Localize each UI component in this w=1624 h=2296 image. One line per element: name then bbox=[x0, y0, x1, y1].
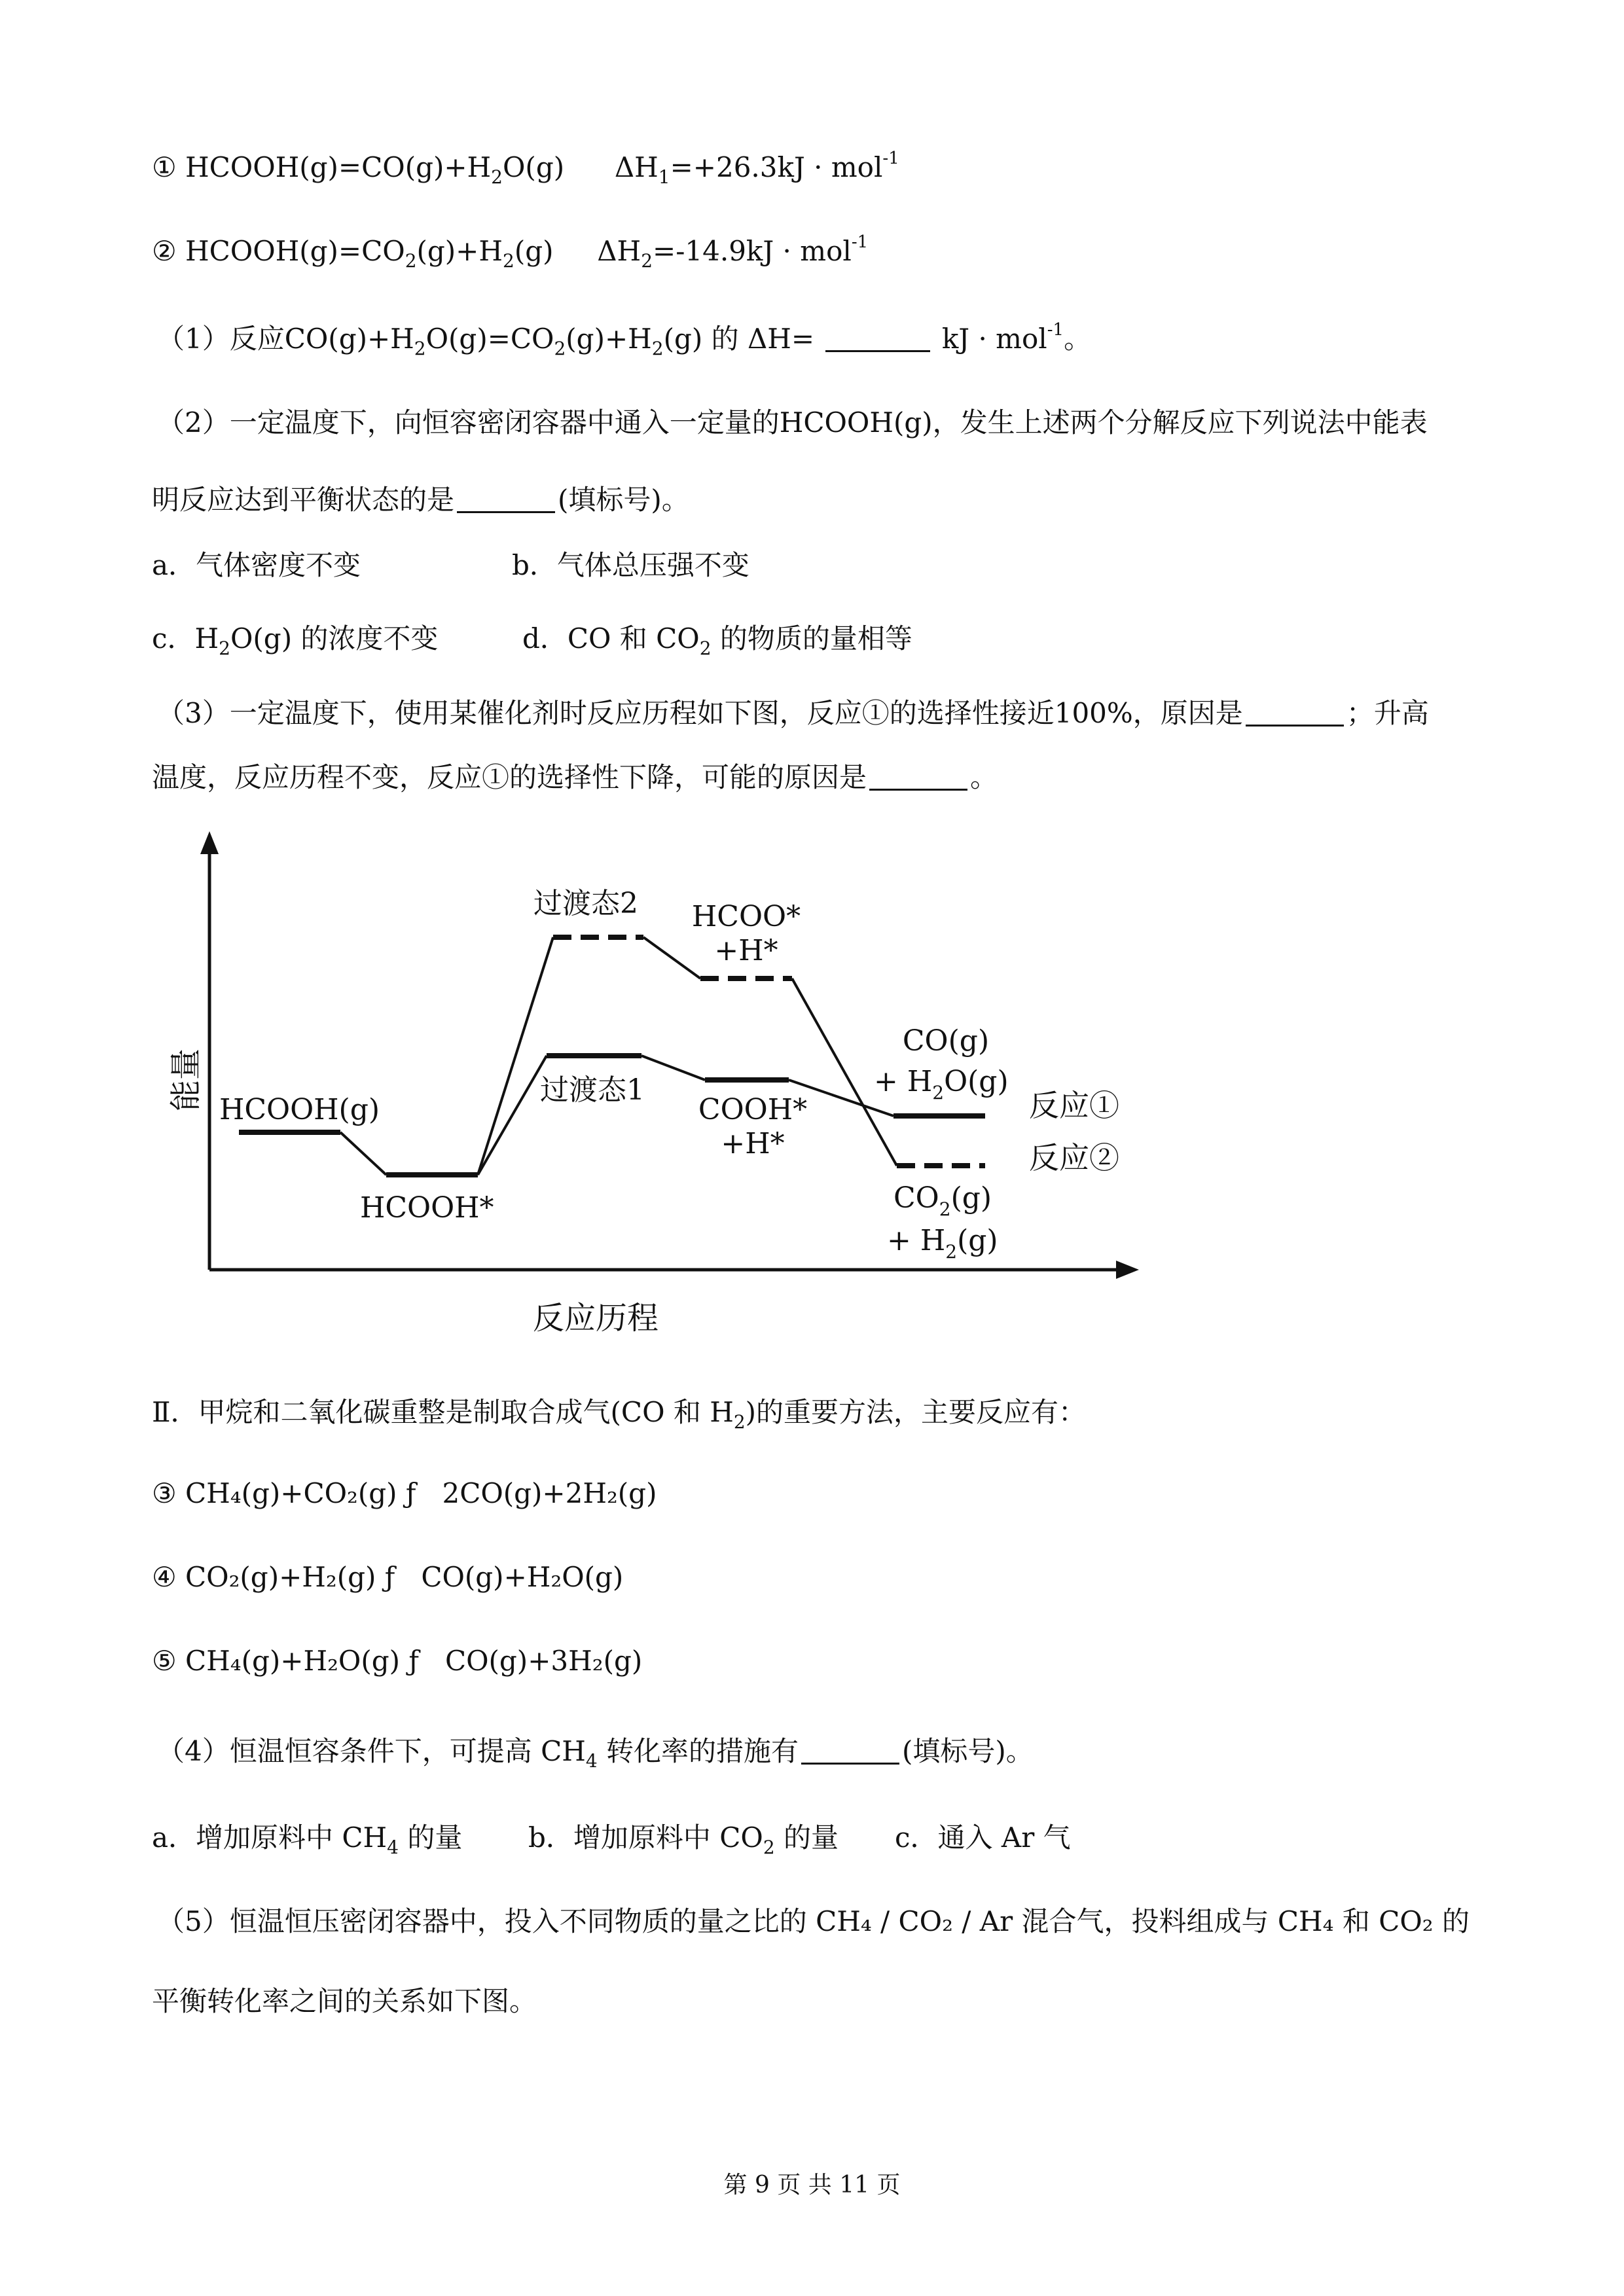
q4-answer-blank[interactable] bbox=[801, 1736, 899, 1765]
label-co2-1-a: CO bbox=[893, 1181, 939, 1215]
question-2-line1: （2）一定温度下，向恒容密闭容器中通入一定量的HCOOH(g)，发生上述两个分解反应下列说法中能表 bbox=[157, 406, 1428, 439]
q4-option-b-rest: 的量 bbox=[774, 1821, 839, 1854]
q4-option-a bbox=[152, 1820, 462, 1856]
q2-line2-a: 明反应达到平衡状态的是 bbox=[152, 484, 455, 516]
reaction-1-dh-label: ΔH bbox=[614, 151, 659, 183]
part2-intro bbox=[152, 1394, 1086, 1431]
q2-option-b: b．气体总压强不变 bbox=[512, 549, 749, 581]
q1-unit: kJ · mol bbox=[941, 323, 1047, 355]
q2-line2-b: (填标号)。 bbox=[558, 484, 689, 516]
q1-answer-blank[interactable] bbox=[825, 324, 930, 352]
path-connector-2 bbox=[478, 1056, 547, 1175]
q1-s1: 2 bbox=[414, 338, 426, 359]
label-co2-1-rest: (g) bbox=[950, 1181, 992, 1215]
label-co2-2-rest: (g) bbox=[957, 1224, 998, 1257]
question-1 bbox=[157, 321, 1091, 357]
reaction-4-marker: ④ bbox=[152, 1561, 177, 1593]
q1-p2: O(g)=CO bbox=[425, 323, 554, 355]
q4-c: (填标号)。 bbox=[902, 1735, 1034, 1767]
q2-answer-blank[interactable] bbox=[457, 485, 555, 513]
label-co2-2-sub: 2 bbox=[945, 1241, 958, 1263]
q4-options-row bbox=[152, 1820, 1134, 1859]
q2-option-d-sub: 2 bbox=[699, 637, 712, 659]
label-hcooh-ads: HCOOH* bbox=[360, 1191, 494, 1225]
reaction-2-dh-sub: 2 bbox=[641, 250, 653, 272]
q1-p3: (g)+H bbox=[566, 323, 652, 355]
label-co-2-a: + H bbox=[874, 1065, 933, 1098]
label-co2-1 bbox=[893, 1181, 992, 1220]
q4-a: （4）恒温恒容条件下，可提高 CH bbox=[157, 1735, 586, 1767]
reaction-1 bbox=[152, 149, 899, 186]
label-hcoo-2: +H* bbox=[714, 934, 778, 967]
reaction-2-p1: HCOOH(g)=CO bbox=[185, 235, 405, 267]
question-5-line2: 平衡转化率之间的关系如下图。 bbox=[152, 1985, 537, 2017]
reaction-1-dh-value: =+26.3kJ · mol bbox=[670, 151, 883, 183]
reaction-1-marker: ① bbox=[152, 151, 177, 183]
q2-option-c-rest: O(g) 的浓度不变 bbox=[230, 622, 439, 655]
reaction-2-dh-sup: -1 bbox=[851, 232, 869, 252]
label-ts1: 过渡态1 bbox=[540, 1073, 645, 1107]
reaction-4-text: CO₂(g)+H₂(g) ƒ CO(g)+H₂O(g) bbox=[185, 1561, 624, 1593]
label-co-2-sub: 2 bbox=[932, 1082, 945, 1103]
part2-intro-b: )的重要方法，主要反应有： bbox=[745, 1396, 1087, 1428]
page-footer: 第 9 页 共 11 页 bbox=[723, 2172, 901, 2198]
reaction-2-dh-label: ΔH bbox=[597, 235, 641, 267]
x-axis-arrow-icon bbox=[1116, 1261, 1139, 1279]
reaction-5-text: CH₄(g)+H₂O(g) ƒ CO(g)+3H₂(g) bbox=[185, 1645, 643, 1677]
question-3-line1 bbox=[157, 695, 1429, 732]
reaction-1-dh-sup: -1 bbox=[882, 149, 899, 168]
reaction-4 bbox=[152, 1559, 623, 1596]
y-axis-label: 能量 bbox=[168, 1048, 204, 1112]
q2-option-d-rest: 的物质的量相等 bbox=[711, 622, 912, 655]
q2-option-a: a．气体密度不变 bbox=[152, 549, 361, 581]
reaction-2-sub2: 2 bbox=[503, 250, 514, 272]
reaction-3-text: CH₄(g)+CO₂(g) ƒ 2CO(g)+2H₂(g) bbox=[185, 1477, 657, 1509]
q3-line1-b: ；升高 bbox=[1346, 697, 1429, 729]
q1-end: 。 bbox=[1064, 323, 1092, 355]
reaction-1-rest: O(g) bbox=[503, 151, 565, 183]
question-4 bbox=[157, 1733, 1034, 1770]
q2-option-c-sub: 2 bbox=[219, 637, 230, 659]
q1-s2: 2 bbox=[554, 338, 566, 359]
label-cooh-1: COOH* bbox=[698, 1093, 808, 1126]
q3-line2-a: 温度，反应历程不变，反应①的选择性下降，可能的原因是 bbox=[152, 761, 867, 793]
q2-options-row2 bbox=[152, 620, 1068, 660]
path-connector-1 bbox=[340, 1132, 386, 1175]
q1-p1: CO(g)+H bbox=[284, 323, 414, 355]
q4-option-b-pre: b．增加原料中 CO bbox=[528, 1821, 763, 1854]
q4-option-c: c．通入 Ar 气 bbox=[895, 1821, 1071, 1854]
reaction-2-p2: (g)+H bbox=[416, 235, 503, 267]
q2-option-c bbox=[152, 620, 438, 657]
reaction-3-marker: ③ bbox=[152, 1477, 177, 1509]
reaction-5-marker: ⑤ bbox=[152, 1645, 177, 1677]
q4-option-a-pre: a．增加原料中 CH bbox=[152, 1821, 388, 1854]
label-co-1: CO(g) bbox=[902, 1024, 990, 1058]
label-co2-2-a: + H bbox=[887, 1224, 946, 1257]
question-3-line2 bbox=[152, 759, 998, 796]
reaction-2-dh-value: =-14.9kJ · mol bbox=[653, 235, 852, 267]
q1-s3: 2 bbox=[651, 338, 664, 359]
question-2-line2 bbox=[152, 482, 689, 518]
path-connector-6 bbox=[643, 937, 700, 978]
q4-option-b bbox=[528, 1820, 839, 1856]
q4-sub: 4 bbox=[585, 1750, 598, 1772]
q4-b: 转化率的措施有 bbox=[597, 1735, 799, 1767]
q1-unit-sup: -1 bbox=[1047, 320, 1064, 340]
label-ts2: 过渡态2 bbox=[533, 887, 638, 920]
reaction-2 bbox=[152, 233, 868, 270]
q4-option-a-sub: 4 bbox=[387, 1837, 399, 1858]
label-co2-1-sub: 2 bbox=[939, 1198, 951, 1220]
q2-option-c-prefix: c．H bbox=[152, 622, 219, 655]
q4-option-b-sub: 2 bbox=[763, 1837, 775, 1858]
reaction-2-p3: (g) bbox=[514, 235, 554, 267]
q3-line2-b: 。 bbox=[970, 761, 998, 793]
reaction-1-dh-sub: 1 bbox=[658, 166, 670, 188]
label-cooh-2: +H* bbox=[721, 1127, 785, 1160]
q4-option-a-rest: 的量 bbox=[398, 1821, 463, 1854]
reaction-1-sub: 2 bbox=[491, 166, 503, 188]
label-co2-2 bbox=[887, 1224, 998, 1263]
label-co-2-rest: O(g) bbox=[944, 1065, 1009, 1098]
q3-line1-a: （3）一定温度下，使用某催化剂时反应历程如下图，反应①的选择性接近100%，原因是 bbox=[157, 697, 1243, 729]
part2-intro-a: Ⅱ．甲烷和二氧化碳重整是制取合成气(CO 和 H bbox=[152, 1396, 734, 1428]
reaction-2-marker: ② bbox=[152, 235, 177, 267]
q1-prefix: （1）反应 bbox=[157, 323, 285, 355]
label-co-2 bbox=[874, 1065, 1009, 1103]
legend-reaction-1: 反应① bbox=[1029, 1088, 1119, 1123]
reaction-2-sub1: 2 bbox=[405, 250, 417, 272]
question-5-line1: （5）恒温恒压密闭容器中，投入不同物质的量之比的 CH₄ / CO₂ / Ar 混合气，投料组成与 CH₄ 和 CO₂ 的 bbox=[157, 1905, 1470, 1937]
q2-option-d bbox=[522, 620, 912, 657]
energy-diagram bbox=[168, 821, 1165, 1345]
reaction-3 bbox=[152, 1475, 657, 1512]
part2-intro-sub: 2 bbox=[733, 1411, 746, 1433]
label-hcoo-1: HCOO* bbox=[691, 900, 801, 933]
q1-p4: (g) 的 ΔH= bbox=[663, 323, 815, 355]
q2-option-d-prefix: d．CO 和 CO bbox=[522, 622, 700, 655]
path-connector-3 bbox=[641, 1056, 705, 1080]
legend-reaction-2: 反应② bbox=[1029, 1140, 1119, 1175]
q2-options-row1 bbox=[152, 547, 1068, 586]
reaction-5 bbox=[152, 1643, 642, 1679]
path-connector-5 bbox=[478, 937, 553, 1175]
x-axis-label: 反应历程 bbox=[532, 1300, 659, 1336]
q3-answer-blank-1[interactable] bbox=[1246, 698, 1344, 726]
reaction-1-formula: HCOOH(g)=CO(g)+H bbox=[185, 151, 492, 183]
label-hcooh-g: HCOOH(g) bbox=[219, 1093, 380, 1126]
y-axis-arrow-icon bbox=[200, 831, 219, 854]
q3-answer-blank-2[interactable] bbox=[869, 762, 967, 791]
